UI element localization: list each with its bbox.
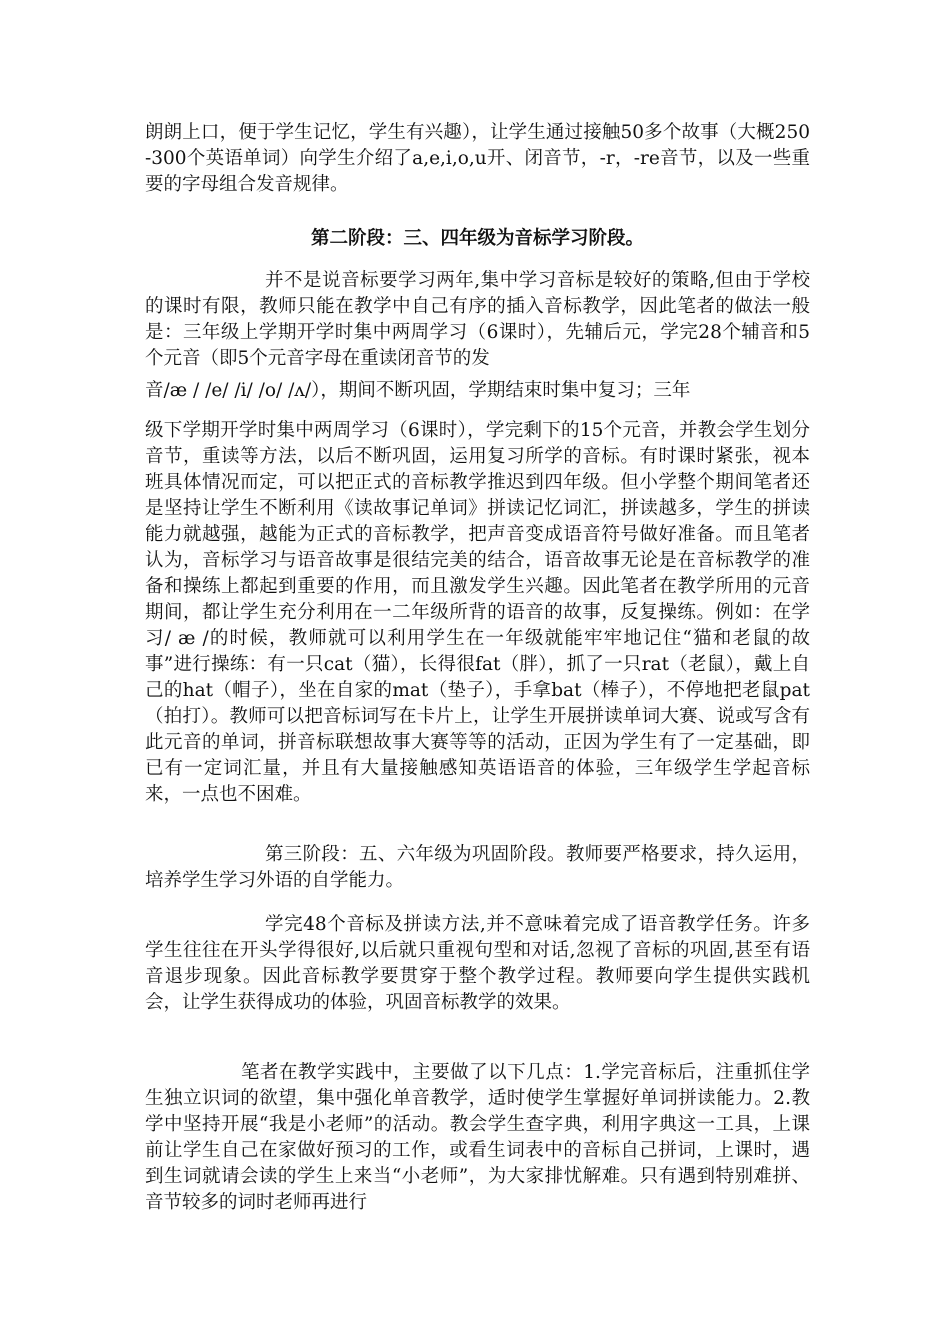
intro-section xyxy=(145,120,810,198)
stage2-heading-section xyxy=(145,226,810,252)
stage2-paragraph-part1: 并不是说音标要学习两年,集中学习音标是较好的策略,但由于学校的课时有限，教师只能在教学中自己有序的插入音标教学，因此笔者的做法一般是：三年级上学期开学时集中两周学习（6课时），先辅后元，学完28个辅音和5个元音（即5个元音字母在重读闭音节的发 xyxy=(145,270,810,369)
stage2-heading: 第二阶段：三、四年级为音标学习阶段。 xyxy=(310,228,644,249)
stage2-paragraph-part2: 级下学期开学时集中两周学习（6课时），学完剩下的15个元音，并教会学生划分音节，重读等方法，以后不断巩固，运用复习所学的音标。有时课时紧张，视本班具体情况而定，可以把正式的音标教学推迟到四年级。但小学整个期间笔者还是坚持让学生不断利用《读故事记单词》拼读记忆词汇，拼读越多，学生的拼读能力就越强，越能为正式的音标教学，把声音变成语音符号做好准备。而且笔者认为，音标学习与语音故事是很结完美的结合，语音故事无论是在音标教学的准备和操练上都起到重要的作用，而且激发学生兴趣。因此笔者在教学所用的元音期间，都让学生充分利用在一二年级所背的语音的故事，反复操练。例如：在学习/ æ /的时候，教师就可以利用学生在一年级就能牢牢地记住“猫和老鼠的故事”进行操练：有一只cat（猫），长得很fat（胖），抓了一只rat（老鼠），戴上自己的hat（帽子），坐在自家的mat（垫子），手拿bat（棒子），不停地把老鼠pat（拍打）。教师可以把音标词写在卡片上，让学生开展拼读单词大赛、说或写含有此元音的单词，拼音标联想故事大赛等等的活动，正因为学生有了一定基础，即已有一定词汇量，并且有大量接触感知英语语音的体验，三年级学生学起音标来，一点也不困难。 xyxy=(145,420,810,805)
consolidation-paragraph: 学完48个音标及拼读方法,并不意味着完成了语音教学任务。许多学生往往在开头学得很好,以后就只重视句型和对话,忽视了音标的巩固,甚至有语音退步现象。因此音标教学要贯穿于整个教学过程。教师要向学生提供实践机会，让学生获得成功的体验，巩固音标教学的效果。 xyxy=(145,914,810,1013)
practice-paragraph: 笔者在教学实践中，主要做了以下几点：1.学完音标后，注重抓住学生独立识词的欲望，集中强化单音教学，适时使学生掌握好单词拼读能力。2.教学中坚持开展“我是小老师”的活动。教会学生查字典，利用字典这一工具，上课前让学生自己在家做好预习的工作，或看生词表中的音标自己拼词，上课时，遇到生词就请会读的学生上来当“小老师”，为大家排忧解难。只有遇到特别难拼、音节较多的词时老师再进行 xyxy=(145,1062,810,1213)
consolidation-section xyxy=(145,912,810,1016)
intro-paragraph: 朗朗上口，便于学生记忆，学生有兴趣），让学生通过接触50多个故事（大概250-300个英语单词）向学生介绍了a,e,i,o,u开、闭音节，-r，-re音节，以及一些重要的字母组合发音规律。 xyxy=(145,122,810,195)
stage2-section xyxy=(145,268,810,808)
stage3-section xyxy=(145,842,810,894)
stage2-paragraph-phonetics-line: 音/æ / /e/ /i/ /o/ /ʌ/），期间不断巩固，学期结束时集中复习；三年 xyxy=(145,380,691,401)
stage3-paragraph: 第三阶段：五、六年级为巩固阶段。教师要严格要求，持久运用，培养学生学习外语的自学能力。 xyxy=(145,844,810,891)
practice-section xyxy=(145,1060,810,1216)
